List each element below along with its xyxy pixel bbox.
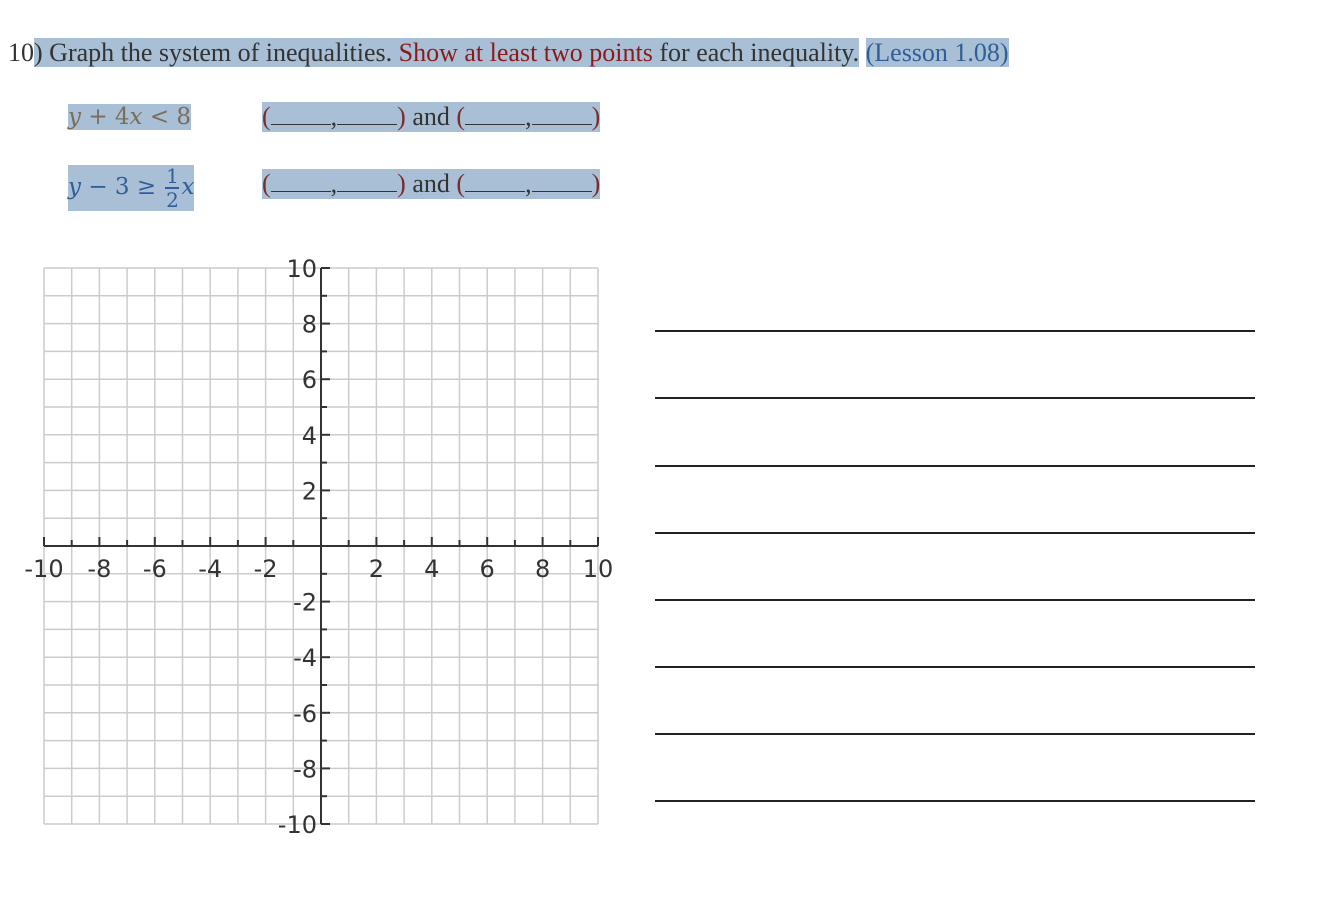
and-label: and	[412, 169, 450, 198]
question-paren: )	[34, 38, 43, 67]
blank-y2[interactable]	[532, 102, 592, 125]
answer-line[interactable]	[655, 330, 1255, 332]
ineq2-var-y: y	[68, 174, 81, 200]
fraction-denominator: 2	[166, 188, 179, 212]
y-tick-label: 2	[301, 477, 317, 506]
ineq1-term: + 4	[88, 104, 130, 130]
y-tick-label: 10	[286, 255, 317, 283]
y-tick-label: -6	[293, 699, 317, 728]
y-tick-label: 4	[301, 421, 317, 450]
paren-open: (	[456, 169, 466, 198]
y-tick-label: -10	[277, 811, 317, 839]
ineq2-term: − 3 ≥	[88, 174, 157, 200]
fraction-numerator: 1	[166, 164, 179, 188]
paren-close: )	[591, 102, 601, 131]
question-instruction-tail: for each inequality.	[659, 38, 860, 67]
comma: ,	[330, 102, 338, 131]
question-text	[8, 36, 1009, 70]
question-emphasis: Show at least two points	[398, 38, 653, 67]
blank-x1[interactable]	[271, 102, 331, 125]
comma: ,	[525, 102, 532, 131]
y-tick-label: 6	[301, 366, 317, 395]
x-tick-label: 6	[479, 555, 495, 583]
x-tick-label: -10	[24, 555, 64, 583]
inequality-2	[68, 165, 194, 211]
paren-open: (	[456, 102, 466, 131]
x-tick-label: -4	[198, 555, 223, 583]
and-label: and	[412, 102, 450, 131]
ineq1-var-x: x	[129, 104, 143, 130]
ineq2-fraction	[165, 165, 179, 211]
blank-y1[interactable]	[337, 169, 397, 192]
x-tick-label: 8	[534, 555, 551, 583]
points-prompt-1	[262, 102, 600, 132]
paren-close: )	[591, 169, 601, 198]
ineq2-var-x: x	[181, 174, 195, 200]
paren-close: )	[397, 102, 406, 131]
ineq1-operator: <	[149, 104, 170, 130]
paren-open: (	[262, 102, 271, 131]
question-number: 10	[8, 38, 34, 67]
y-tick-label: -2	[293, 588, 317, 617]
y-tick-label: 8	[301, 310, 317, 339]
x-tick-label: -2	[253, 555, 278, 583]
blank-x2[interactable]	[465, 169, 525, 192]
answer-line[interactable]	[655, 666, 1255, 668]
answer-line[interactable]	[655, 532, 1255, 534]
answer-line[interactable]	[655, 599, 1255, 601]
x-tick-label: -6	[142, 555, 167, 583]
paren-close: )	[397, 169, 406, 198]
x-tick-label: 4	[424, 555, 440, 583]
lesson-reference: (Lesson 1.08)	[865, 38, 1009, 67]
y-tick-label: -8	[293, 755, 317, 784]
comma: ,	[525, 169, 532, 198]
paren-open: (	[262, 169, 271, 198]
ineq1-rhs: 8	[176, 104, 192, 130]
x-tick-label: 2	[368, 555, 385, 583]
answer-line[interactable]	[655, 800, 1255, 802]
blank-y1[interactable]	[337, 102, 397, 125]
blank-x1[interactable]	[271, 169, 331, 192]
comma: ,	[330, 169, 338, 198]
x-tick-label: 10	[582, 555, 614, 583]
answer-line[interactable]	[655, 397, 1255, 399]
blank-y2[interactable]	[532, 169, 592, 192]
answer-line[interactable]	[655, 733, 1255, 735]
coordinate-grid[interactable]	[0, 240, 640, 840]
points-prompt-2	[262, 169, 600, 199]
ineq1-var-y: y	[68, 104, 81, 130]
answer-line[interactable]	[655, 465, 1255, 467]
inequality-1	[68, 104, 191, 130]
y-tick-label: -4	[293, 644, 317, 673]
blank-x2[interactable]	[465, 102, 525, 125]
question-instruction: Graph the system of inequalities.	[49, 38, 393, 67]
x-tick-label: -8	[87, 555, 112, 583]
